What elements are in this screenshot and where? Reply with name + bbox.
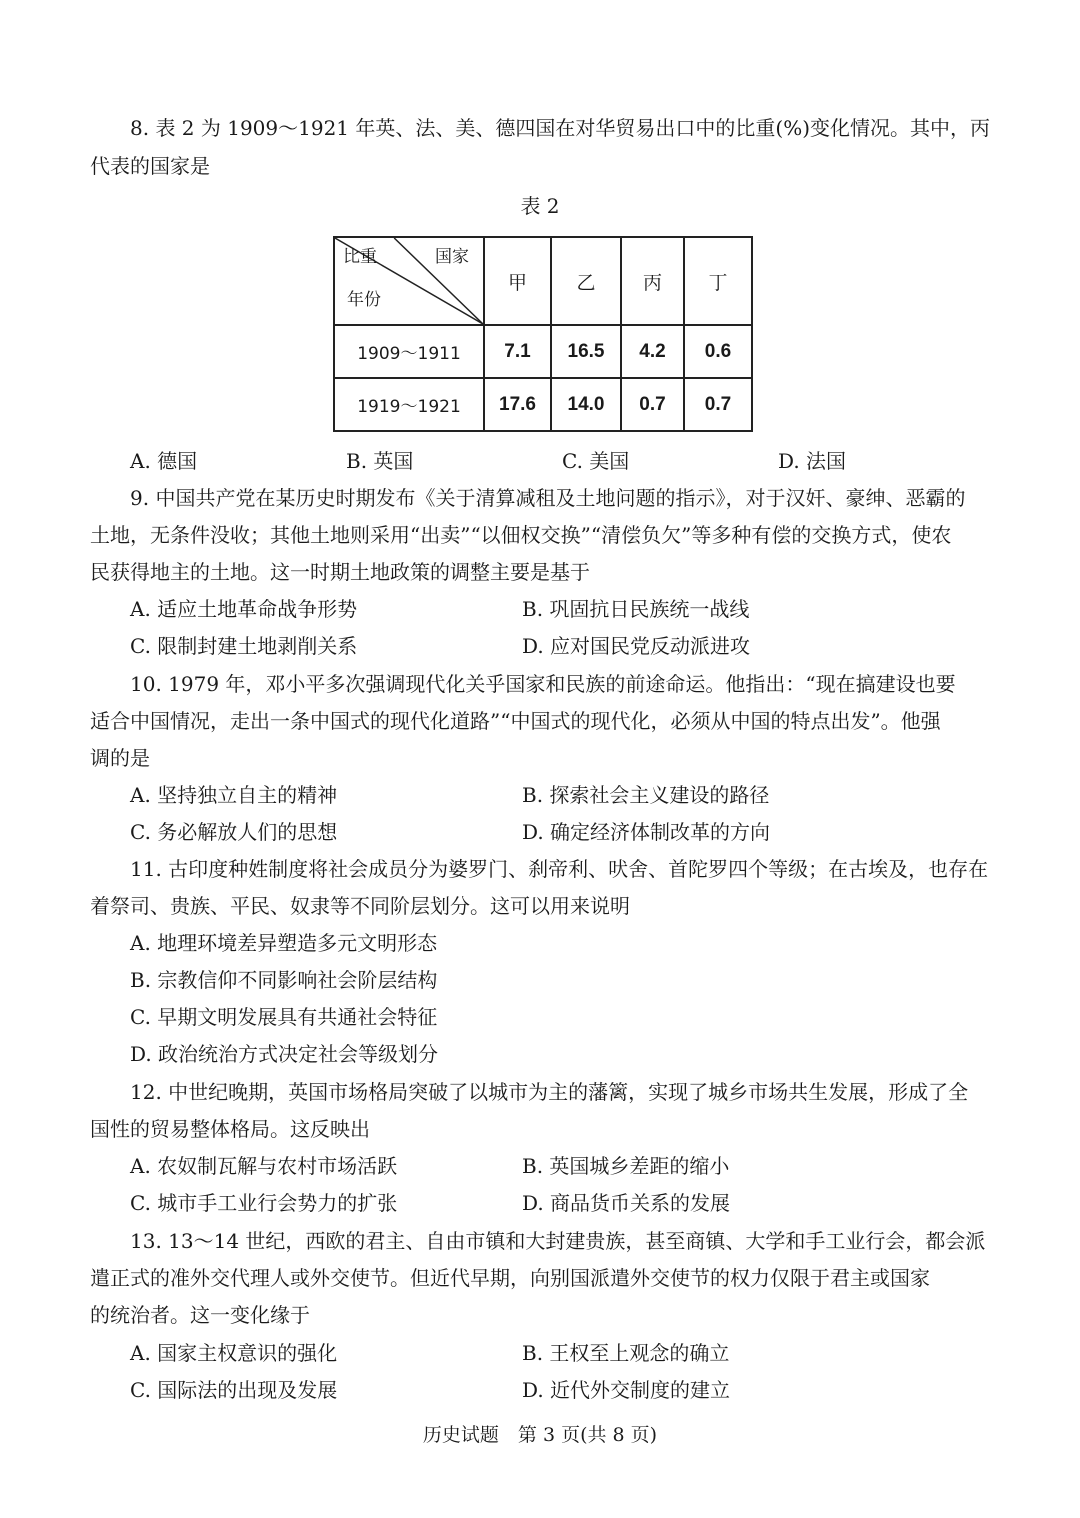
q12-stem-line-1: 12. 中世纪晚期，英国市场格局突破了以城市为主的藩篱，实现了城乡市场共生发展，形成了全 [130,1080,969,1104]
row-year: 1919～1921 [334,378,484,431]
q8-option-d[interactable]: D. 法国 [778,449,847,473]
q10-stem-line-2: 适合中国情况，走出一条中国式的现代化道路”“中国式的现代化，必须从中国的特点出发”。他强 [90,709,941,733]
header-weight: 比重 [343,247,377,267]
header-year: 年份 [347,290,381,310]
table-cell: 0.6 [684,325,752,378]
q9-option-d[interactable]: D. 应对国民党反动派进攻 [522,634,751,658]
q11-option-c[interactable]: C. 早期文明发展具有共通社会特征 [130,1005,438,1029]
q12-option-c[interactable]: C. 城市手工业行会势力的扩张 [130,1191,398,1215]
q9-stem-line-3: 民获得地主的土地。这一时期土地政策的调整主要是基于 [90,560,590,584]
table-cell: 0.7 [684,378,752,431]
q10-stem-line-1: 10. 1979 年，邓小平多次强调现代化关乎国家和民族的前途命运。他指出：“现在搞建设也要 [130,672,956,696]
column-header: 丙 [621,237,684,325]
q10-option-b[interactable]: B. 探索社会主义建设的路径 [522,783,770,807]
q11-option-a[interactable]: A. 地理环境差异塑造多元文明形态 [130,931,438,955]
table-cell: 7.1 [484,325,551,378]
q8-option-b[interactable]: B. 英国 [346,449,414,473]
q13-stem-line-1: 13. 13～14 世纪，西欧的君主、自由市镇和大封建贵族，甚至商镇、大学和手工业行会，都会派 [130,1229,986,1253]
q9-option-b[interactable]: B. 巩固抗日民族统一战线 [522,597,750,621]
q11-stem-line-2: 着祭司、贵族、平民、奴隶等不同阶层划分。这可以用来说明 [90,894,630,918]
q8-option-c[interactable]: C. 美国 [562,449,630,473]
q13-option-a[interactable]: A. 国家主权意识的强化 [130,1341,338,1365]
q9-stem-line-1: 9. 中国共产党在某历史时期发布《关于清算减租及土地问题的指示》，对于汉奸、豪绅、恶霸的 [130,486,966,510]
table-caption: 表 2 [520,194,560,218]
q9-stem-line-2: 土地，无条件没收；其他土地则采用“出卖”“以佃权交换”“清偿负欠”等多种有偿的交换方式，使农 [90,523,952,547]
q13-option-b[interactable]: B. 王权至上观念的确立 [522,1341,730,1365]
column-header: 甲 [484,237,551,325]
table-cell: 4.2 [621,325,684,378]
q9-option-c[interactable]: C. 限制封建土地剥削关系 [130,634,358,658]
q11-stem-line-1: 11. 古印度种姓制度将社会成员分为婆罗门、刹帝利、吠舍、首陀罗四个等级；在古埃及，也存在 [130,857,989,881]
table-row [334,325,752,378]
q10-option-a[interactable]: A. 坚持独立自主的精神 [130,783,338,807]
q8-stem-line-1: 8. 表 2 为 1909～1921 年英、法、美、德四国在对华贸易出口中的比重(%)变化情况。其中，丙 [130,116,990,140]
table-cell: 14.0 [551,378,621,431]
q13-option-c[interactable]: C. 国际法的出现及发展 [130,1378,338,1402]
column-header: 丁 [684,237,752,325]
q11-option-d[interactable]: D. 政治统治方式决定社会等级划分 [130,1042,439,1066]
q10-stem-line-3: 调的是 [90,746,150,770]
column-header: 乙 [551,237,621,325]
q12-option-a[interactable]: A. 农奴制瓦解与农村市场活跃 [130,1154,398,1178]
table-cell: 0.7 [621,378,684,431]
table-corner-header [334,237,484,325]
q9-option-a[interactable]: A. 适应土地革命战争形势 [130,597,358,621]
q8-option-a[interactable]: A. 德国 [130,449,198,473]
row-year: 1909～1911 [334,325,484,378]
page-footer: 历史试题 第 3 页(共 8 页) [422,1424,658,1446]
header-country: 国家 [435,247,469,267]
q13-stem-line-2: 遣正式的准外交代理人或外交使节。但近代早期，向别国派遣外交使节的权力仅限于君主或国家 [90,1266,930,1290]
q13-stem-line-3: 的统治者。这一变化缘于 [90,1303,310,1327]
q12-option-b[interactable]: B. 英国城乡差距的缩小 [522,1154,730,1178]
q12-option-d[interactable]: D. 商品货币关系的发展 [522,1191,731,1215]
table-cell: 17.6 [484,378,551,431]
table-cell: 16.5 [551,325,621,378]
table-row [334,378,752,431]
q11-option-b[interactable]: B. 宗教信仰不同影响社会阶层结构 [130,968,438,992]
q12-stem-line-2: 国性的贸易整体格局。这反映出 [90,1117,370,1141]
q10-option-d[interactable]: D. 确定经济体制改革的方向 [522,820,771,844]
q8-stem-line-2: 代表的国家是 [90,154,210,178]
trade-share-table [333,236,753,432]
q13-option-d[interactable]: D. 近代外交制度的建立 [522,1378,731,1402]
q10-option-c[interactable]: C. 务必解放人们的思想 [130,820,338,844]
